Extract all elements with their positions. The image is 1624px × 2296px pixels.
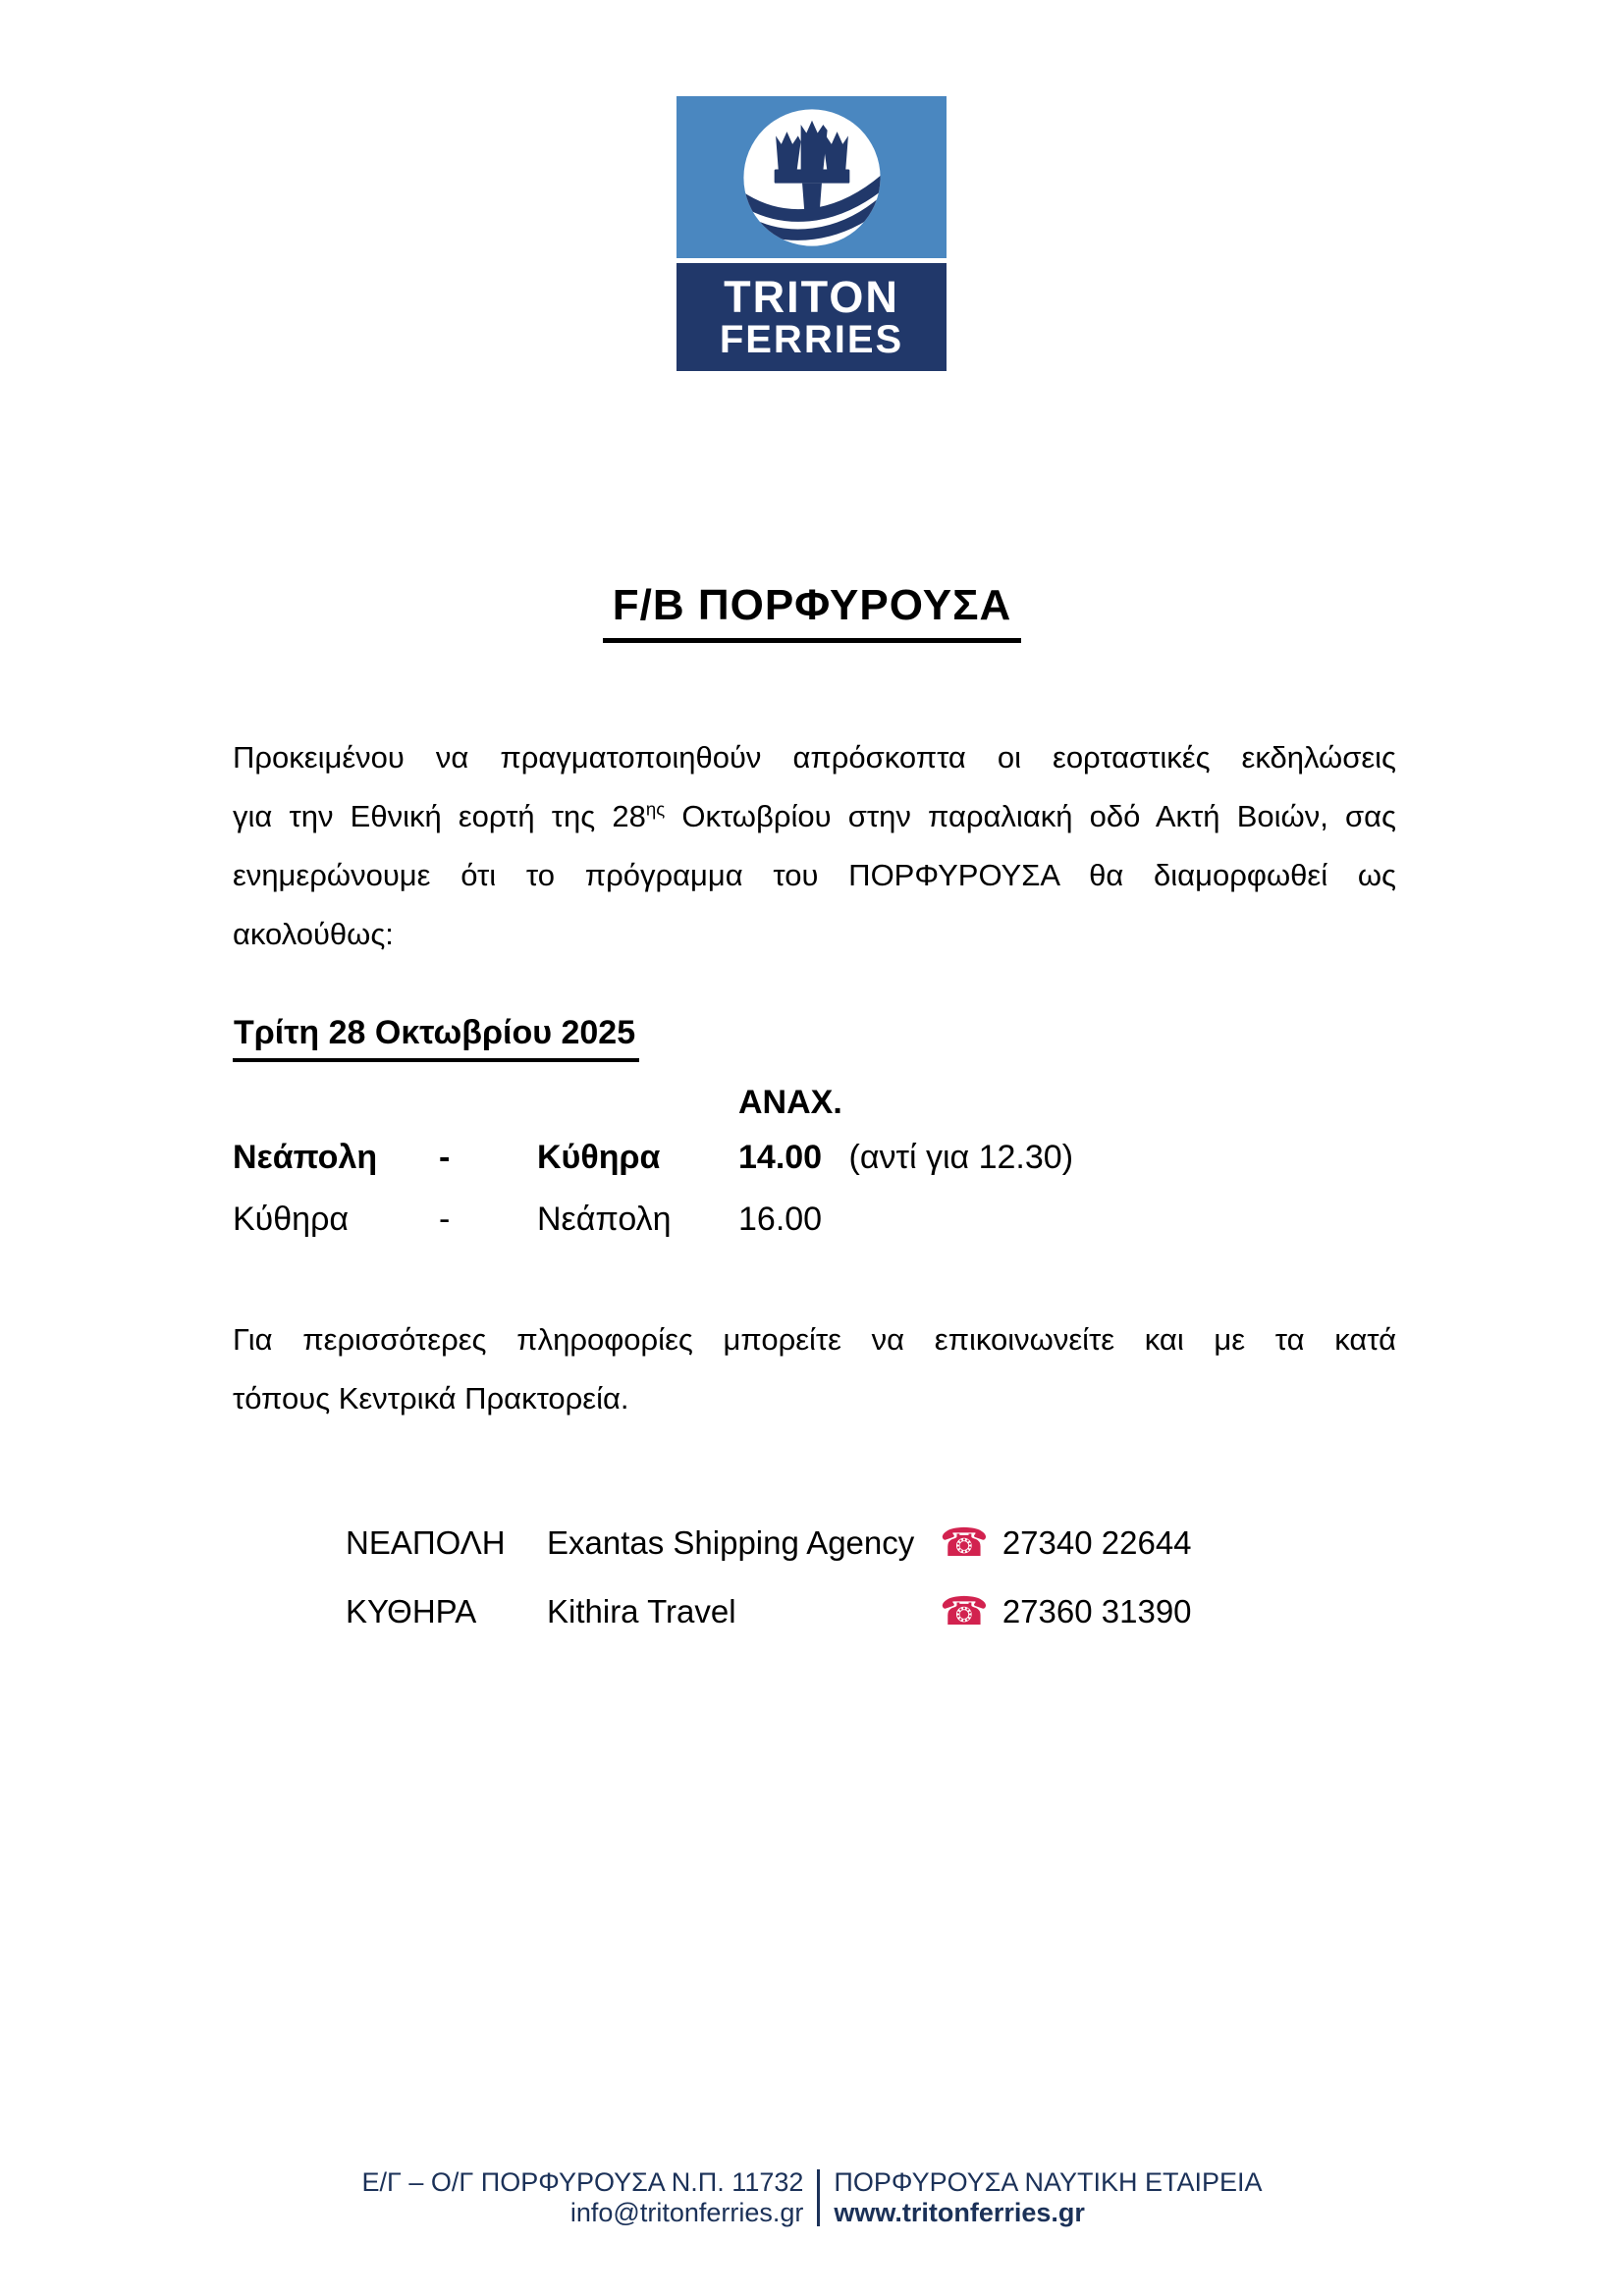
- footer-company-name: ΠΟΡΦΥΡΟΥΣΑ ΝΑΥΤΙΚΗ ΕΤΑΙΡΕΙΑ: [834, 2167, 1263, 2197]
- agency-row: [346, 1509, 1192, 1577]
- agency-row: [346, 1577, 1192, 1646]
- schedule-time: 14.00: [738, 1139, 823, 1176]
- footer-email: info@tritonferries.gr: [569, 2198, 804, 2227]
- ordinal-superscript: ης: [645, 798, 666, 820]
- intro-line-3: ενημερώνουμε ότι το πρόγραμμα του ΠΟΡΦΥΡΟΥΣΑ θα διαμορφωθεί ως: [233, 858, 1396, 892]
- footer-website: www.tritonferries.gr: [834, 2198, 1085, 2227]
- intro-paragraph: [233, 728, 1396, 964]
- footer-left-column: [361, 2167, 803, 2228]
- departure-column-header: ΑΝΑΧ.: [738, 1084, 842, 1121]
- agency-port: ΝΕΑΠΟΛΗ: [346, 1524, 506, 1561]
- agency-phone-number: 27340 22644: [1001, 1524, 1192, 1561]
- agency-name: Kithira Travel: [547, 1593, 736, 1629]
- footer-right-column: [834, 2167, 1262, 2228]
- footer: [0, 2167, 1624, 2228]
- schedule-from: Νεάπολη: [233, 1139, 378, 1176]
- schedule-table: [233, 1082, 1396, 1247]
- schedule-row: [233, 1193, 1396, 1247]
- info-line-2: τόπους Κεντρικά Πρακτορεία.: [233, 1381, 629, 1415]
- agency-name: Exantas Shipping Agency: [547, 1524, 915, 1561]
- footer-vessel-registration: Ε/Γ – Ο/Γ ΠΟΡΦΥΡΟΥΣΑ Ν.Π. 11732: [361, 2167, 804, 2197]
- schedule-note: (αντί για 12.30): [848, 1139, 1074, 1176]
- intro-line-1: Προκειμένου να πραγματοποιηθούν απρόσκοπτα οι εορταστικές εκδηλώσεις: [233, 740, 1396, 774]
- schedule-row: [233, 1131, 1396, 1185]
- phone-icon: ☎: [940, 1522, 989, 1565]
- triton-ferries-logo: [677, 96, 947, 371]
- schedule-time: 16.00: [738, 1201, 823, 1238]
- page-title: F/B ΠΟΡΦΥΡΟΥΣΑ: [603, 581, 1022, 643]
- schedule-to: Κύθηρα: [537, 1139, 661, 1176]
- agencies-list: [346, 1509, 1192, 1646]
- logo-wordmark-line2: FERRIES: [719, 318, 904, 361]
- info-paragraph: [233, 1310, 1396, 1428]
- intro-line-2: [233, 787, 1396, 846]
- logo-emblem-panel: [677, 96, 947, 258]
- schedule-dash: -: [439, 1201, 451, 1238]
- schedule-to: Νεάπολη: [537, 1201, 672, 1238]
- logo-wordmark-line1: TRITON: [724, 272, 899, 322]
- agency-phone-number: 27360 31390: [1001, 1593, 1192, 1629]
- footer-divider: [817, 2169, 820, 2226]
- intro-line-2-post: Οκτωβρίου στην παραλιακή οδό Ακτή Βοιών, σας: [665, 799, 1396, 833]
- schedule-from: Κύθηρα: [233, 1201, 350, 1238]
- date-heading: Τρίτη 28 Οκτωβρίου 2025: [233, 1014, 639, 1062]
- info-line-1: Για περισσότερες πληροφορίες μπορείτε να επικοινωνείτε και με τα κατά: [233, 1322, 1396, 1357]
- schedule-dash: -: [439, 1139, 451, 1176]
- phone-icon: ☎: [940, 1590, 989, 1633]
- intro-line-4: ακολούθως:: [233, 917, 394, 951]
- trident-waves-icon: [742, 108, 882, 247]
- logo-wordmark: [677, 263, 947, 371]
- intro-line-2-pre: για την Εθνική εορτή της 28: [233, 799, 646, 833]
- agency-port: ΚΥΘΗΡΑ: [346, 1593, 477, 1629]
